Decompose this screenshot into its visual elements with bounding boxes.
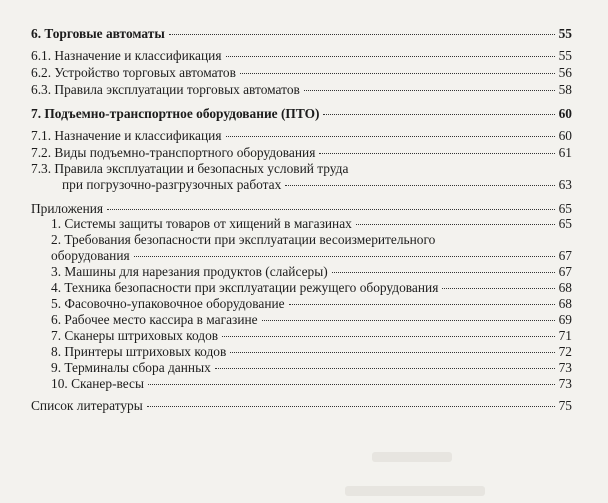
toc-entry-text: 7. Подъемно-транспортное оборудование (ПТО) [31,106,320,121]
toc-entry-6-1 [31,48,572,64]
toc-entry-text: 6.1. Назначение и классификация [31,48,222,63]
toc-entry-text: 10. Сканер-весы [51,376,144,391]
leader-dots [134,256,555,257]
toc-entry-text: 6.2. Устройство торговых автоматов [31,65,236,80]
toc-entry-appendix-7 [51,328,572,344]
leader-dots [289,304,555,305]
toc-entry-text: 6. Рабочее место кассира в магазине [51,312,258,327]
toc-entry-7-3-line2 [62,177,572,193]
leader-dots [226,136,555,137]
toc-entry-appendix-2-line1: 2. Требования безопасности при эксплуатации весоизмерительного [51,232,436,247]
toc-entry-appendix-4 [51,280,572,296]
toc-entry-page: 72 [558,344,572,359]
toc-entry-section-7 [31,106,572,122]
leader-dots [285,185,554,186]
leader-dots [356,224,555,225]
toc-entry-page: 60 [558,106,572,121]
show-through-mark [345,486,485,496]
toc-entry-page: 58 [558,82,572,97]
toc-entry-page: 65 [558,201,572,216]
toc-entry-page: 65 [558,216,572,231]
leader-dots [107,209,555,210]
toc-entry-text: 8. Принтеры штриховых кодов [51,344,227,359]
toc-entry-page: 73 [558,360,572,375]
toc-entry-page: 71 [558,328,572,343]
toc-entry-page: 55 [558,48,572,63]
leader-dots [304,90,555,91]
toc-entry-text: 7.2. Виды подъемно-транспортного оборудования [31,145,316,160]
toc-entry-appendix-10 [51,376,572,392]
leader-dots [222,336,554,337]
leader-dots [323,114,554,115]
leader-dots [148,384,555,385]
toc-entry-page: 69 [558,312,572,327]
toc-entry-appendix-1 [51,216,572,232]
toc-entry-section-6 [31,26,572,42]
toc-entry-appendices [31,201,572,217]
leader-dots [169,34,555,35]
toc-entry-page: 61 [558,145,572,160]
toc-entry-appendix-2-line2 [51,248,572,264]
toc-entry-text: 6.3. Правила эксплуатации торговых автоматов [31,82,300,97]
toc-entry-text: 1. Системы защиты товаров от хищений в магазинах [51,216,352,231]
toc-entry-page: 68 [558,280,572,295]
show-through-mark [372,452,452,462]
toc-entry-appendix-9 [51,360,572,376]
toc-entry-page: 63 [558,177,572,192]
toc-entry-page: 60 [558,128,572,143]
toc-entry-6-3 [31,82,572,98]
toc-entry-page: 67 [558,248,572,263]
toc-entry-page: 55 [558,26,572,41]
toc-entry-text: при погрузочно-разгрузочных работах [62,177,282,192]
toc-entry-page: 56 [558,65,572,80]
toc-entry-literature [31,398,572,414]
toc-entry-7-2 [31,145,572,161]
toc-entry-7-1 [31,128,572,144]
leader-dots [147,406,555,407]
leader-dots [226,56,555,57]
toc-entry-page: 67 [558,264,572,279]
leader-dots [442,288,554,289]
leader-dots [262,320,555,321]
toc-entry-page: 68 [558,296,572,311]
leader-dots [240,73,555,74]
leader-dots [215,368,555,369]
toc-entry-text: Приложения [31,201,104,216]
toc-entry-text: 7. Сканеры штриховых кодов [51,328,219,343]
toc-entry-appendix-5 [51,296,572,312]
toc-entry-7-3-line1: 7.3. Правила эксплуатации и безопасных условий труда [31,161,349,176]
toc-entry-text: 5. Фасовочно-упаковочное оборудование [51,296,285,311]
toc-entry-text: оборудования [51,248,130,263]
toc-entry-page: 75 [558,398,572,413]
toc-entry-text: 4. Техника безопасности при эксплуатации режущего оборудования [51,280,439,295]
leader-dots [319,153,554,154]
leader-dots [332,272,555,273]
toc-entry-page: 73 [558,376,572,391]
toc-entry-appendix-8 [51,344,572,360]
toc-entry-text: 3. Машины для нарезания продуктов (слайсеры) [51,264,328,279]
toc-entry-text: 7.1. Назначение и классификация [31,128,222,143]
toc-entry-text: 6. Торговые автоматы [31,26,165,41]
toc-entry-text: 9. Терминалы сбора данных [51,360,211,375]
toc-entry-appendix-3 [51,264,572,280]
toc-entry-text: Список литературы [31,398,143,413]
toc-entry-appendix-6 [51,312,572,328]
toc-entry-6-2 [31,65,572,81]
leader-dots [230,352,554,353]
